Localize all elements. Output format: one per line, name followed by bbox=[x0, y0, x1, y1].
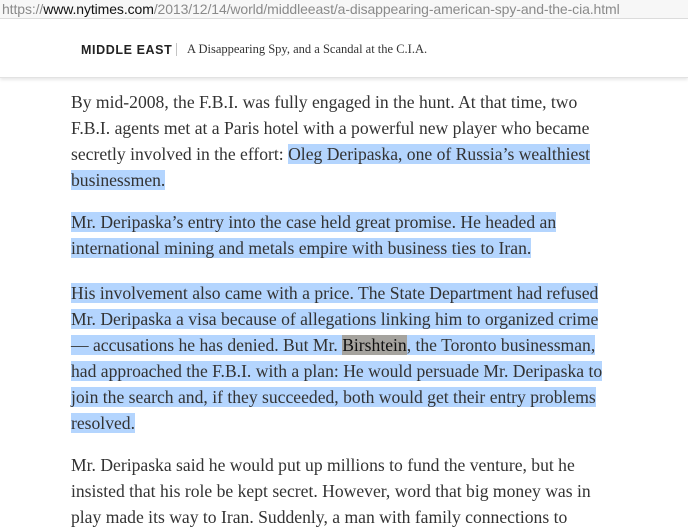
text-line bbox=[71, 280, 671, 306]
url-host: www.nytimes.com bbox=[43, 1, 154, 17]
text-line bbox=[71, 410, 671, 436]
search-match-highlight: Birshtein bbox=[342, 335, 407, 355]
url-prefix: https:// bbox=[2, 1, 44, 17]
paragraph-3 bbox=[71, 280, 671, 436]
text-line: play made its way to Iran. Suddenly, a man with family connections to bbox=[71, 507, 568, 527]
section-link[interactable]: MIDDLE EAST bbox=[81, 43, 173, 57]
selected-text: resolved. bbox=[71, 413, 136, 433]
paragraph-2 bbox=[71, 209, 671, 261]
text-line: insisted that his role be kept secret. However, word that big money was in bbox=[71, 481, 591, 501]
url-text[interactable] bbox=[2, 0, 620, 18]
text-line bbox=[71, 384, 671, 410]
url-path: /2013/12/14/world/middleeast/a-disappearing-american-spy-and-the-cia.html bbox=[153, 1, 620, 17]
address-bar[interactable] bbox=[0, 0, 688, 19]
text-line bbox=[71, 332, 671, 358]
selected-text: Oleg Deripaska, one of Russia’s wealthiest bbox=[288, 144, 591, 164]
selected-text: businessmen. bbox=[71, 170, 166, 190]
text-line bbox=[71, 209, 671, 235]
article-header-bar bbox=[0, 19, 688, 78]
text-line: Mr. Deripaska said he would put up millions to fund the venture, but he bbox=[71, 455, 575, 475]
paragraph-4 bbox=[71, 452, 671, 530]
text-line bbox=[71, 306, 671, 332]
header-headline: A Disappearing Spy, and a Scandal at the C.I.A. bbox=[187, 42, 428, 56]
text-line: By mid-2008, the F.B.I. was fully engaged in the hunt. At that time, two bbox=[71, 92, 578, 112]
selected-text: Mr. Deripaska a visa because of allegations linking him to organized crime bbox=[71, 309, 599, 329]
paragraph-1 bbox=[71, 89, 671, 193]
selected-text: , the Toronto businessman, bbox=[406, 335, 596, 355]
selected-text: — accusations he has denied. But Mr. bbox=[71, 335, 343, 355]
text-line bbox=[71, 141, 671, 167]
text-line bbox=[71, 235, 671, 261]
text-line: F.B.I. agents met at a Paris hotel with a powerful new player who became bbox=[71, 118, 590, 138]
selected-text: His involvement also came with a price. The State Department had refused bbox=[71, 283, 599, 303]
selected-text: international mining and metals empire with business ties to Iran. bbox=[71, 238, 532, 258]
text-segment: secretly involved in the effort: bbox=[71, 144, 289, 164]
text-line bbox=[71, 167, 671, 193]
selected-text: Mr. Deripaska’s entry into the case held great promise. He headed an bbox=[71, 212, 557, 232]
header-divider bbox=[176, 43, 177, 56]
text-line bbox=[71, 358, 671, 384]
selected-text: had approached the F.B.I. with a plan: He would persuade Mr. Deripaska to bbox=[71, 361, 603, 381]
selected-text: join the search and, if they succeeded, both would get their entry problems bbox=[71, 387, 596, 407]
